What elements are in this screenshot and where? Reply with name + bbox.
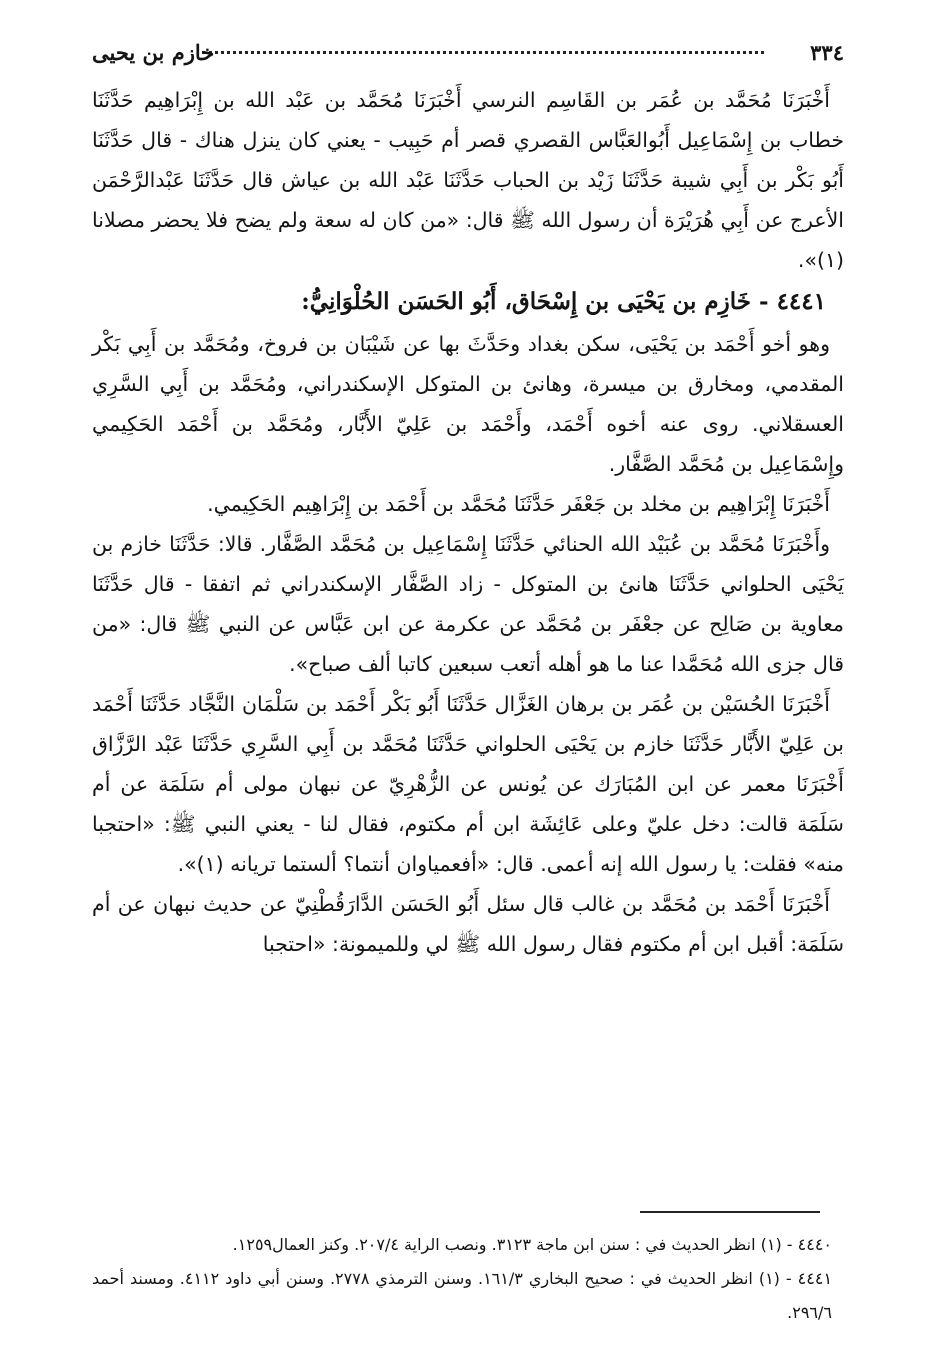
header-dot-leader: [202, 51, 764, 54]
paragraph-isnad-3: أَخْبَرَنَا الحُسَيْن بن عُمَر بن برهان الغَزَّال حَدَّثَنَا أَبُو بَكْر أَحْمَد بن سَلْمَان النَّجَّاد حَدَّثَنَا أَحْمَد بن عَلِيّ الأَبَّار حَدَّثَنَا خازم بن يَحْيَى الحلواني حَدَّثَنَا مُحَمَّد بن أَبِي السَّرِي حَدَّثَنَا عَبْد الرَّزَّاق أَخْبَرَنَا معمر عن ابن المُبَارَك عن يُونس عن الزُّهْرِيّ عن نبهان مولى أم سَلَمَة عن أم سَلَمَة قالت: دخل عليّ وعلى عَائِشَة ابن أم مكتوم، فقال لنا - يعني النبي ﷺ: «احتجبا منه» فقلت: يا رسول الله إنه أعمى. قال: «أفعمياوان أنتما؟ ألستما تريانه (١)».: [92, 692, 844, 876]
page-number: ٣٣٤: [810, 40, 844, 65]
paragraph-isnad-2: وأَخْبَرَنَا مُحَمَّد بن عُبَيْد الله الحنائي حَدَّثَنَا إِسْمَاعِيل بن مُحَمَّد الصَّفَّار. قالا: حَدَّثَنَا خازم بن يَحْيَى الحلواني حَدَّثَنَا هانئ بن المتوكل - زاد الصَّفَّار الإسكندراني ثم اتفقا - قال حَدَّثَنَا معاوية بن صَالِح عن جعْفَر بن مُحَمَّد عن عكرمة عن ابن عَبَّاس عن النبي ﷺ قال: «من قال جزى الله مُحَمَّدا عنا ما هو أهله أتعب سبعين كاتبا ألف صباح».: [92, 532, 844, 676]
page-header: [92, 40, 844, 74]
footnote-divider: [640, 1211, 820, 1213]
footnote-4441: ٤٤٤١ - (١) انظر الحديث في : صحيح البخاري ١٦١/٣. وسنن الترمذي ٢٧٧٨. وسنن أبي داود ٤١١٢. ومسند أحمد ٢٩٦/٦.: [92, 1269, 833, 1322]
paragraph-isnad-1: أَخْبَرَنَا إِبْرَاهِيم بن مخلد بن جَعْفَر حَدَّثَنَا مُحَمَّد بن أَحْمَد بن إِبْرَاهِيم الحَكِيمي.: [207, 492, 830, 516]
paragraph-hadith-4440: أَخْبَرَنَا مُحَمَّد بن عُمَر بن القَاسِم النرسي أَخْبَرَنَا مُحَمَّد بن عَبْد الله بن إِبْرَاهِيم حَدَّثَنَا خطاب بن إِسْمَاعِيل أَبُوالعَبَّاس القصري قصر أم حَبِيب - يعني كان ينزل هناك - قال حَدَّثَنَا أَبُو بَكْر بن أَبِي شيبة حَدَّثَنَا زَيْد بن الحباب حَدَّثَنَا عَبْد الله بن عياش قال حَدَّثَنَا عَبْدالرَّحْمَن الأعرج عن أَبِي هُرَيْرَة أن رسول الله ﷺ قال: «من كان له سعة ولم يضح فلا يحضر مصلانا (١)».: [92, 88, 844, 272]
paragraph-isnad-4: أَخْبَرَنَا أَحْمَد بن مُحَمَّد بن غالب قال سئل أَبُو الحَسَن الدَّارَقُطْنِيّ عن حديث نبهان عن أم سَلَمَة: أقبل ابن أم مكتوم فقال رسول الله ﷺ لي وللميمونة: «احتجبا: [92, 892, 844, 956]
entry-heading-4441: ٤٤٤١ - خَازِم بن يَحْيَى بن إِسْحَاق، أَبُو الحَسَن الحُلْوَانِيُّ:: [301, 288, 826, 315]
running-title: خازم بن يحيى: [92, 40, 215, 65]
footnotes: [92, 1228, 832, 1330]
main-text: [92, 80, 844, 964]
footnote-4440: ٤٤٤٠ - (١) انظر الحديث في : سنن ابن ماجة ٣١٢٣. ونصب الراية ٢٠٧/٤. وكنز العمال١٢٥٩.: [232, 1235, 832, 1254]
paragraph-biography: وهو أخو أَحْمَد بن يَحْيَى، سكن بغداد وحَدَّثَ بها عن شَيْبَان بن فروخ، ومُحَمَّد بن أَبِي بَكْر المقدمي، ومخارق بن ميسرة، وهانئ بن المتوكل الإسكندراني، ومُحَمَّد بن أَبِي السَّرِي العسقلاني. روى عنه أخوه أَحْمَد، وأَحْمَد بن عَلِيّ الأَبَّار، ومُحَمَّد بن أَحْمَد الحَكِيمي وإِسْمَاعِيل بن مُحَمَّد الصَّفَّار.: [92, 332, 844, 476]
